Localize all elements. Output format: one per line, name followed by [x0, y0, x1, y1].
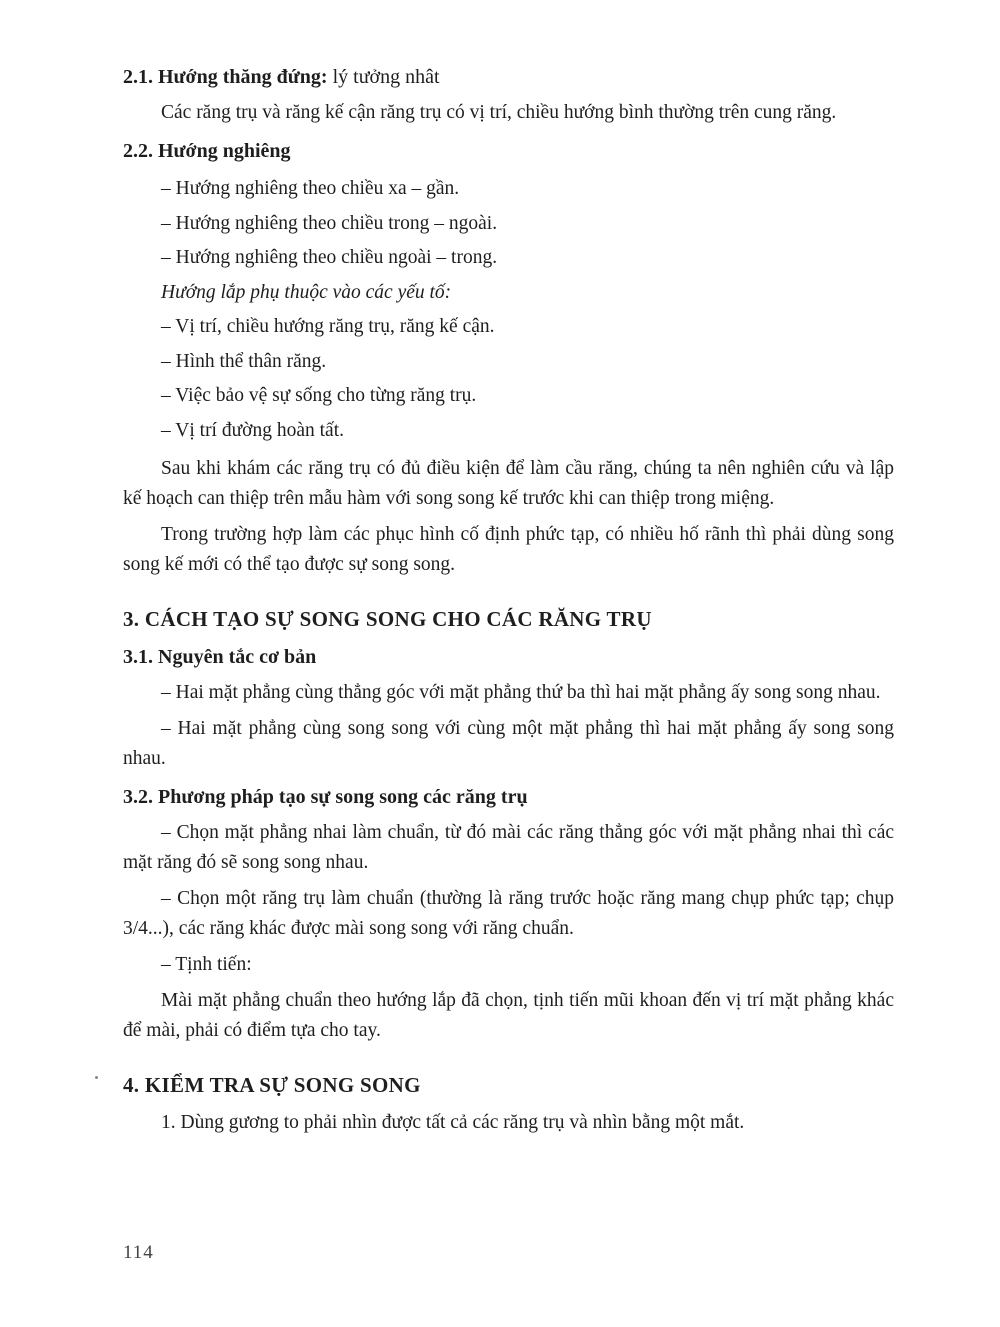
heading-3: 3. CÁCH TẠO SỰ SONG SONG CHO CÁC RĂNG TRỤ — [123, 607, 652, 631]
para-2-2-b: Trong trường hợp làm các phục hình cố định phức tạp, có nhiều hố rãnh thì phải dùng song song kế mới có thể tạo được sự song song. — [123, 524, 894, 575]
para-3-2-c: – Tịnh tiến: — [161, 954, 252, 975]
list-item: – Hình thể thân răng. — [161, 350, 327, 372]
page-number: 114 — [123, 1242, 154, 1263]
list-item: – Hướng nghiêng theo chiều ngoài – trong. — [161, 247, 498, 268]
para-2-2-a: Sau khi khám các răng trụ có đủ điều kiện để làm cầu răng, chúng ta nên nghiên cứu và lập kế hoạch can thiệp trên mẫu hàm với song song kế trước khi can thiệp trong miệng. — [123, 458, 894, 509]
para-3-2-a: – Chọn mặt phẳng nhai làm chuẩn, từ đó mài các răng thẳng góc với mặt phẳng nhai thì các mặt răng đó sẽ song song nhau. — [123, 822, 894, 873]
heading-2-1-bold: 2.1. Hướng thăng đứng: — [123, 66, 328, 88]
heading-2-1 — [123, 62, 894, 92]
list-item: – Vị trí đường hoàn tất. — [161, 419, 345, 441]
para-3-1-a: – Hai mặt phẳng cùng thẳng góc với mặt phẳng thứ ba thì hai mặt phẳng ấy song song nhau. — [161, 682, 881, 703]
heading-3-1: 3.1. Nguyên tắc cơ bản — [123, 646, 317, 668]
factors-intro: Hướng lắp phụ thuộc vào các yếu tố: — [161, 281, 452, 303]
list-item: – Hướng nghiêng theo chiều xa – gần. — [161, 178, 460, 199]
para-3-2-d: Mài mặt phẳng chuẩn theo hướng lắp đã chọn, tịnh tiến mũi khoan đến vị trí mặt phẳng khác để mài, phải có điểm tựa cho tay. — [123, 990, 894, 1041]
list-item: – Vị trí, chiều hướng răng trụ, răng kế cận. — [161, 316, 495, 337]
heading-4: 4. KIỂM TRA SỰ SONG SONG — [123, 1073, 421, 1097]
list-item: – Việc bảo vệ sự sống cho từng răng trụ. — [161, 385, 477, 406]
heading-2-2: 2.2. Hướng nghiêng — [123, 140, 291, 162]
para-3-1-b: – Hai mặt phẳng cùng song song với cùng một mặt phẳng thì hai mặt phẳng ấy song song nhau. — [123, 718, 894, 769]
scan-speck — [95, 1076, 98, 1079]
heading-3-2: 3.2. Phương pháp tạo sự song song các răng trụ — [123, 786, 528, 808]
para-2-1: Các răng trụ và răng kế cận răng trụ có vị trí, chiều hướng bình thường trên cung răng. — [161, 102, 837, 123]
para-4: 1. Dùng gương to phải nhìn được tất cả các răng trụ và nhìn bằng một mắt. — [161, 1112, 745, 1133]
page-body — [123, 62, 894, 1138]
list-item: – Hướng nghiêng theo chiều trong – ngoài. — [161, 212, 498, 234]
heading-2-1-rest: lý tưởng nhât — [327, 66, 440, 88]
para-3-2-b: – Chọn một răng trụ làm chuẩn (thường là răng trước hoặc răng mang chụp phức tạp; chụp 3/4...), các răng khác được mài song song với răng chuẩn. — [123, 888, 894, 939]
